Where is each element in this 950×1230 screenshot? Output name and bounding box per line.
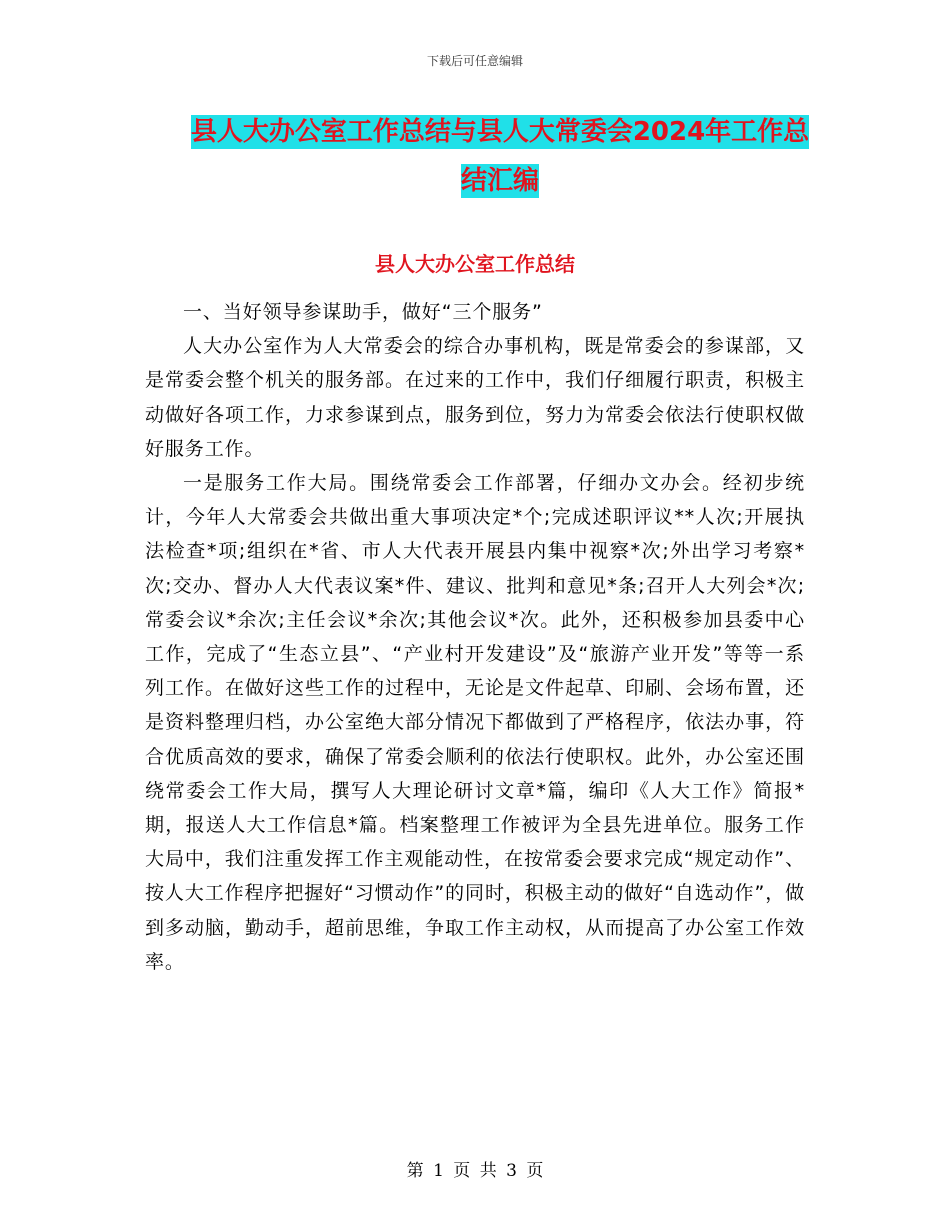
paragraph: 人大办公室作为人大常委会的综合办事机构，既是常委会的参谋部，又是常委会整个机关的服务部。在过来的工作中，我们仔细履行职责，积极主动做好各项工作，力求参谋到点，服务到位，努力为常委会依法行使职权做好服务工作。 <box>145 335 805 460</box>
document-title <box>180 108 820 206</box>
paragraph-heading: 一、当好领导参谋助手，做好“三个服务” <box>183 301 543 323</box>
page-number: 第 1 页 共 3 页 <box>406 1161 544 1181</box>
page-header-note: 下载后可任意编辑 <box>426 54 523 68</box>
document-body <box>145 295 805 979</box>
section-title: 县人大办公室工作总结 <box>375 252 575 276</box>
document-title-text: 县人大办公室工作总结与县人大常委会2024年工作总结汇编 <box>190 117 810 196</box>
paragraph: 一是服务工作大局。围绕常委会工作部署，仔细办文办会。经初步统计，今年人大常委会共做出重大事项决定*个;完成述职评议**人次;开展执法检查*项;组织在*省、市人大代表开展县内集中视察*次;外出学习考察*次;交办、督办人大代表议案*件、建议、批判和意见*条;召开人大列会*次;常委会议*余次;主任会议*余次;其他会议*次。此外，还积极参加县委中心工作，完成了“生态立县”、“产业村开发建设”及“旅游产业开发”等等一系列工作。在做好这些工作的过程中，无论是文件起草、印刷、会场布置，还是资料整理归档，办公室绝大部分情况下都做到了严格程序，依法办事，符合优质高效的要求，确保了常委会顺利的依法行使职权。此外，办公室还围绕常委会工作大局，撰写人大理论研讨文章*篇，编印《人大工作》简报*期，报送人大工作信息*篇。档案整理工作被评为全县先进单位。服务工作大局中，我们注重发挥工作主观能动性，在按常委会要求完成“规定动作”、按人大工作程序把握好“习惯动作”的同时，积极主动的做好“自选动作”，做到多动脑，勤动手，超前思维，争取工作主动权，从而提高了办公室工作效率。 <box>145 472 805 973</box>
